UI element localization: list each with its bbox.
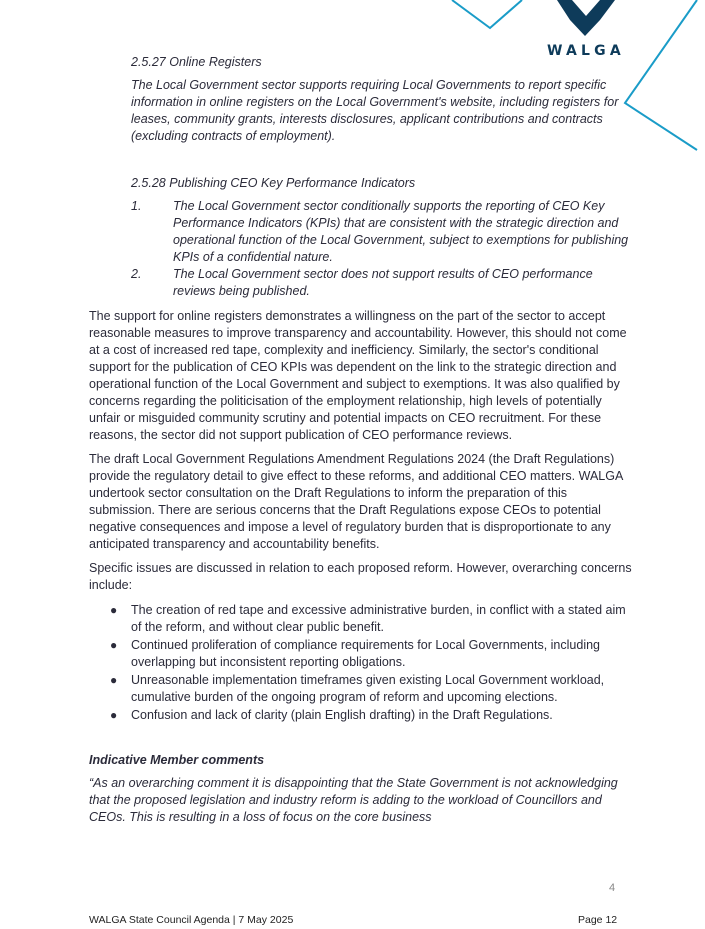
footer-page: Page 12 [578,914,618,926]
list-item: ● Unreasonable implementation timeframes given existing Local Government workload, cumulative burden of the ongoing program of reform and upcoming elections. [89,672,634,706]
concerns-bullet-list [89,602,634,724]
section-heading-2528: 2.5.28 Publishing CEO Key Performance Indicators [131,176,416,190]
document-body [89,54,634,826]
section-online-registers [89,54,634,145]
list-item: 2. The Local Government sector does not support results of CEO performance reviews being published. [131,267,593,298]
list-item: ● The creation of red tape and excessive administrative burden, in conflict with a stated aim of the reform, and without clear public benefit. [89,602,634,636]
member-quote: “As an overarching comment it is disappointing that the State Government is not acknowledging that the proposed legislation and industry reform is adding to the workload of Councillors and CEOs. This is resulting in a loss of focus on the core business [89,776,618,824]
list-item: ● Confusion and lack of clarity (plain English drafting) in the Draft Regulations. [89,707,634,724]
paragraph: The support for online registers demonstrates a willingness on the part of the sector to accept reasonable measures to improve transparency and accountability. However, this should not come at a cost of increased red tape, complexity and inefficiency. Similarly, the sector's conditional support for the publication of CEO KPIs was dependent on the link to the strategic direction and operational function of the Local Government and subject to exemptions. It was also qualified by concerns regarding the politicisation of the employment relationship, high levels of potentially unfair or misguided community scrutiny and potential impacts on CEO recruitment. For these reasons, the sector did not support publication of CEO performance reviews. [89,309,627,442]
page-number: 4 [609,882,616,894]
section-heading-2527: 2.5.27 Online Registers [131,55,262,69]
footer-title: WALGA State Council Agenda | 7 May 2025 [89,914,294,926]
list-item: 1. The Local Government sector conditionally supports the reporting of CEO Key Performance Indicators (KPIs) that are consistent with the strategic direction and operational function of the Local Government, subject to exemptions for publishing KPIs of a confidential nature. [131,199,629,264]
bullet-icon: ● [110,603,118,617]
bullet-icon: ● [110,638,118,652]
body-text [89,308,634,724]
member-comments [89,752,634,826]
bullet-icon: ● [110,708,118,722]
member-comments-heading: Indicative Member comments [89,753,265,767]
walga-logo-text: WALGA [547,43,625,59]
bullet-icon: ● [110,673,118,687]
section-ceo-kpis [89,175,634,300]
paragraph: Specific issues are discussed in relation to each proposed reform. However, overarching concerns include: [89,561,632,592]
kpi-numbered-list [131,198,634,300]
list-item: ● Continued proliferation of compliance requirements for Local Governments, including overlapping but inconsistent reporting obligations. [89,637,634,671]
section-text-2527: The Local Government sector supports requiring Local Governments to report specific information in online registers on the Local Government's website, including registers for leases, community grants, interests disclosures, applicant contributions and contracts (excluding contracts of employment). [131,78,619,143]
paragraph: The draft Local Government Regulations Amendment Regulations 2024 (the Draft Regulations) provide the regulatory detail to give effect to these reforms, and additional CEO matters. WALGA undertook sector consultation on the Draft Regulations to inform the preparation of this submission. There are serious concerns that the Draft Regulations expose CEOs to potential negative consequences and impose a level of regulatory burden that is disproportionate to any anticipated transparency and accountability benefits. [89,452,623,551]
